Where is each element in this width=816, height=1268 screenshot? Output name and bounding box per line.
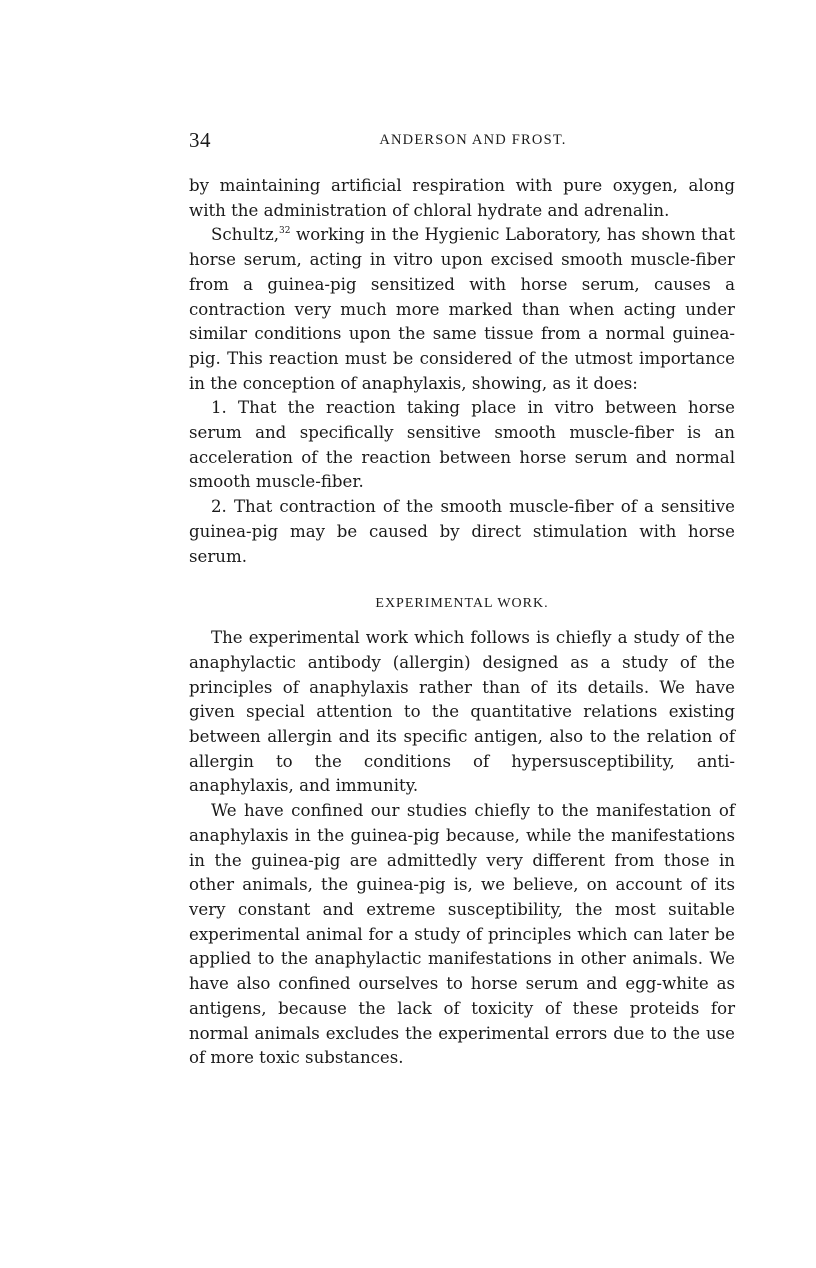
body-text [189, 174, 735, 1071]
author-name: Schultz, [211, 225, 280, 245]
footnote-reference: 32 [279, 226, 291, 237]
list-item-2: 2. That contraction of the smooth muscle-fiber of a sensitive guinea-pig may be caused by direct stimulation with horse serum. [189, 497, 735, 566]
paragraph-schultz [189, 223, 735, 396]
paragraph-continuation: by maintaining artificial respiration with pure oxygen, along with the administration of chloral hydrate and adrenalin. [189, 176, 735, 220]
page-number: 34 [189, 128, 211, 152]
paragraph-experimental-2: We have confined our studies chiefly to the manifestation of anaphylaxis in the guinea-pig because, while the manifestations in the guinea-pig are admittedly very different from those in other animals, the guinea-pig is, we believe, on account of its very constant and extreme susceptibility, the most suitable experimental animal for a study of principles which can later be applied to the anaphylactic manifestations in other animals. We have also confined ourselves to horse serum and egg-white as antigens, because the lack of toxicity of these proteids for normal animals excludes the experimental errors due to the use of more toxic substances. [189, 801, 735, 1068]
list-item-1: 1. That the reaction taking place in vitro between horse serum and specifically sensitive smooth muscle-fiber is an acceleration of the reaction between horse serum and normal smooth muscle-fiber. [189, 398, 735, 492]
paragraph-schultz-text: working in the Hygienic Laboratory, has shown that horse serum, acting in vitro upon excised smooth muscle-fiber from a guinea-pig sensitized with horse serum, causes a contraction very much more marked than when acting under similar conditions upon the same tissue from a normal guinea-pig. This reaction must be considered of the utmost importance in the conception of anaphylaxis, showing, as it does: [189, 225, 735, 393]
running-title: ANDERSON AND FROST. [379, 132, 567, 148]
section-heading: EXPERIMENTAL WORK. [375, 596, 549, 612]
running-head [189, 128, 735, 156]
paragraph-experimental-1: The experimental work which follows is chiefly a study of the anaphylactic antibody (allergin) designed as a study of the principles of anaphylaxis rather than of its details. We have given special attention to the quantitative relations existing between allergin and its specific antigen, also to the relation of allergin to the conditions of hypersusceptibility, anti-anaphylaxis, and immunity. [189, 628, 735, 796]
